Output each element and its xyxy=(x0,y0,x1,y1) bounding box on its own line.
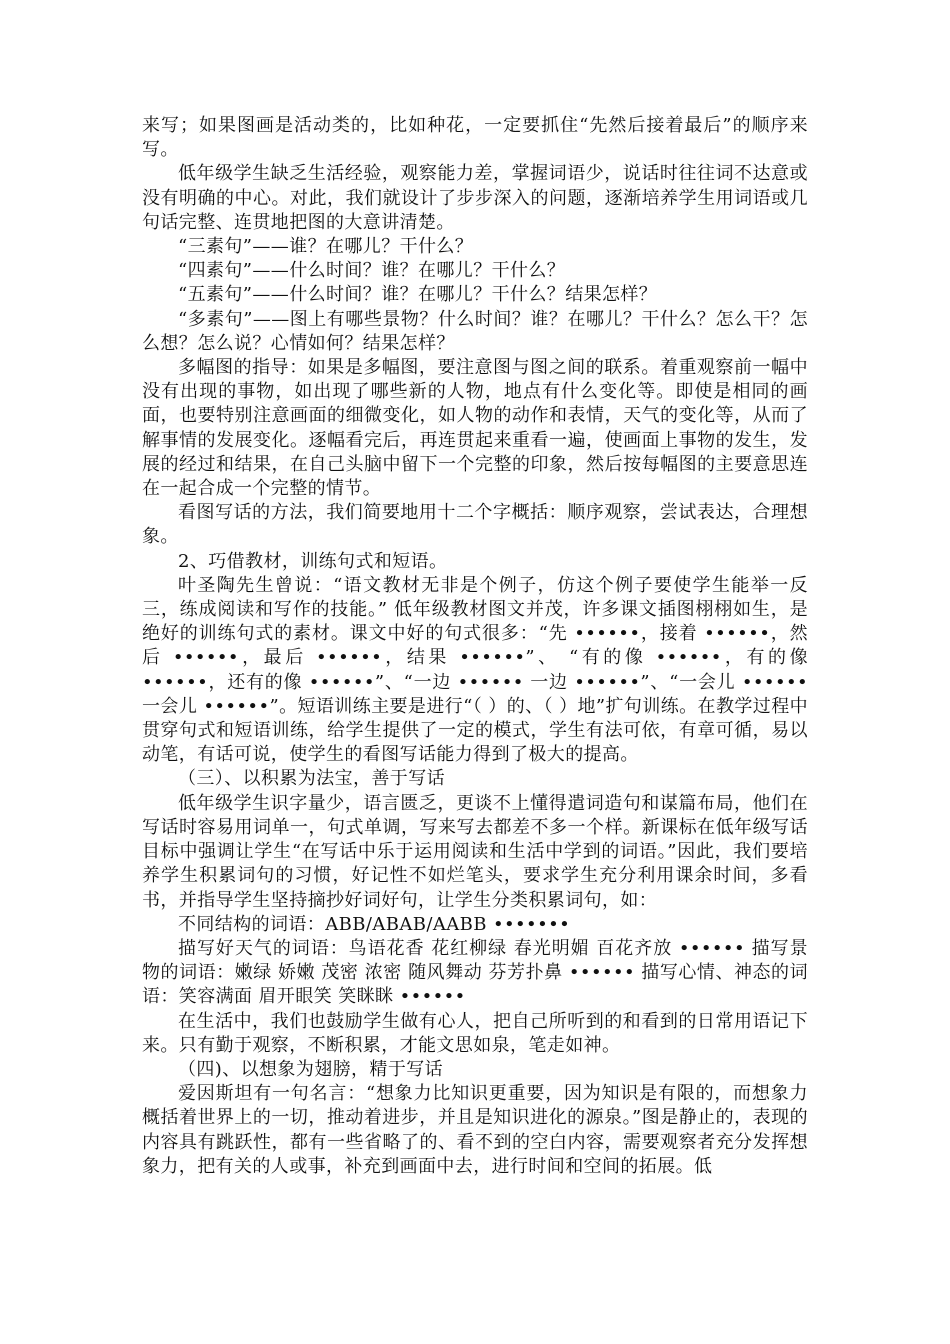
paragraph-textbook: 叶圣陶先生曾说：“语文教材无非是个例子，仿这个例子要使学生能举一反三，练成阅读和写作的技能。” 低年级教材图文并茂，许多课文插图栩栩如生，是绝好的训练句式的素材。课文中好的句式很多：“先 ••••••，接着 ••••••，然后 ••••••，最后 ••••••，结果 ••••••”、 “有的像 ••••••，有的像 ••••••，还有的像 ••••••”、“一边 •••••• 一边 ••••••”、“一会儿 •••••• 一会儿 ••••••”。短语训练主要是进行“（ ）的、（ ）地”扩句训练。在教学过程中贯穿句式和短语训练，给学生提供了一定的模式，学生有法可依，有章可循，易以动笔，有话可说，使学生的看图写话能力得到了极大的提高。 xyxy=(142,574,808,766)
document-body xyxy=(142,114,808,1179)
paragraph-four-element: “四素句”——什么时间？谁？在哪儿？干什么？ xyxy=(178,260,566,282)
paragraph-accumulation: 低年级学生识字量少，语言匮乏，更谈不上懂得遣词造句和谋篇布局，他们在写话时容易用词单一，句式单调，写来写去都差不多一个样。新课标在低年级写话目标中强调让学生“在写话中乐于运用阅读和生活中学到的词语。”因此，我们要培养学生积累词句的习惯，好记性不如烂笔头，要求学生充分利用课余时间，多看书，并指导学生坚持摘抄好词好句，让学生分类积累词句，如： xyxy=(142,792,808,911)
paragraph-continuation: 来写；如果图画是活动类的，比如种花，一定要抓住“先然后接着最后”的顺序来写。 xyxy=(142,115,808,161)
paragraph-method-summary: 看图写话的方法，我们简要地用十二个字概括：顺序观察，尝试表达，合理想象。 xyxy=(142,502,808,548)
paragraph-three-element: “三素句”——谁？在哪儿？干什么？ xyxy=(178,236,474,258)
paragraph-observation: 低年级学生缺乏生活经验，观察能力差，掌握词语少，说话时往往词不达意或没有明确的中心。对此，我们就设计了步步深入的问题，逐渐培养学生用词语或几句话完整、连贯地把图的大意讲清楚。 xyxy=(142,163,808,233)
paragraph-multi-picture: 多幅图的指导：如果是多幅图，要注意图与图之间的联系。着重观察前一幅中没有出现的事物，如出现了哪些新的人物，地点有什么变化等。即使是相同的画面，也要特别注意画面的细微变化，如人物的动作和表情，天气的变化等，从而了解事情的发展变化。逐幅看完后，再连贯起来重看一遍，使画面上事物的发生，发展的经过和结果，在自己头脑中留下一个完整的印象，然后按每幅图的主要意思连在一起合成一个完整的情节。 xyxy=(142,357,808,500)
paragraph-imagination: 爱因斯坦有一句名言：“想象力比知识更重要，因为知识是有限的，而想象力概括着世界上的一切，推动着进步，并且是知识进化的源泉。”图是静止的，表现的内容具有跳跃性，都有一些省略了的、看不到的空白内容，需要观察者充分发挥想象力，把有关的人或事，补充到画面中去，进行时间和空间的拓展。低 xyxy=(142,1083,808,1177)
paragraph-daily-life: 在生活中，我们也鼓励学生做有心人，把自己所听到的和看到的日常用语记下来。只有勤于观察，不断积累，才能文思如泉，笔走如神。 xyxy=(142,1010,808,1056)
paragraph-word-examples: 描写好天气的词语：鸟语花香 花红柳绿 春光明媚 百花齐放 •••••• 描写景物的词语：嫩绿 娇嫩 茂密 浓密 随风舞动 芬芳扑鼻 •••••• 描写心情、神态的词语：笑容满面 眉开眼笑 笑眯眯 •••••• xyxy=(142,937,808,1008)
paragraph-multi-element: “多素句”——图上有哪些景物？什么时间？谁？在哪儿？干什么？怎么干？怎么想？怎么说？心情如何？结果怎样？ xyxy=(142,308,808,354)
section-heading-4: （四)、以想象为翅膀，精于写话 xyxy=(178,1058,444,1080)
section-heading-2: 2、巧借教材，训练句式和短语。 xyxy=(178,550,448,572)
paragraph-five-element: “五素句”——什么时间？谁？在哪儿？干什么？结果怎样？ xyxy=(178,284,658,306)
paragraph-word-structures: 不同结构的词语：ABB/ABAB/AABB ••••••• xyxy=(178,913,571,935)
section-heading-3: （三）、以积累为法宝，善于写话 xyxy=(178,768,445,790)
